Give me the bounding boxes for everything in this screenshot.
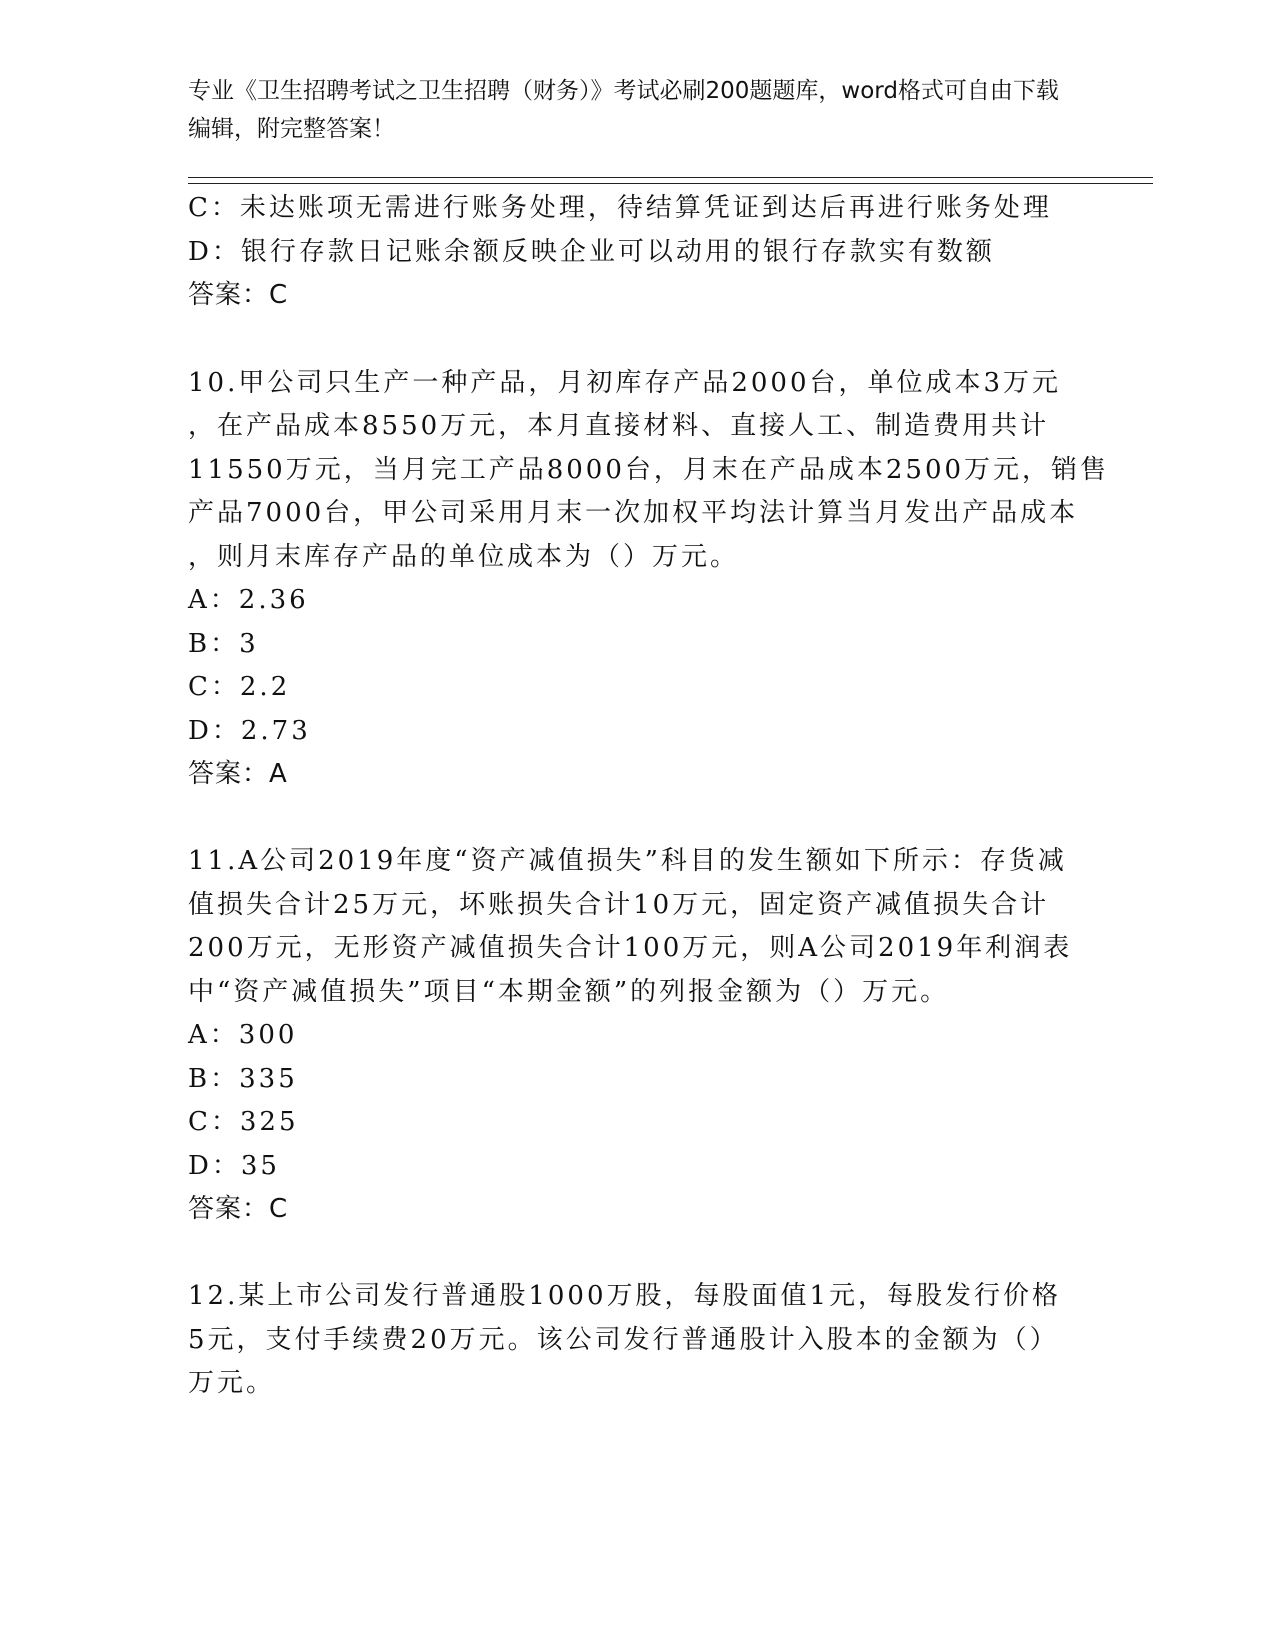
q11-option-b: B：335 — [188, 1064, 298, 1094]
q10-option-c: C：2.2 — [188, 672, 291, 702]
q11-option-d: D：35 — [188, 1151, 280, 1181]
q11-line-1: 11.A公司2019年度“资产减值损失”科目的发生额如下所示：存货减 — [188, 846, 1067, 876]
prev-answer: 答案：C — [188, 280, 289, 310]
prev-option-c: C：未达账项无需进行账务处理，待结算凭证到达后再进行账务处理 — [188, 193, 1052, 223]
header-divider-top — [188, 177, 1153, 178]
q10-line-3: 11550万元，当月完工产品8000台，月末在产品成本2500万元，销售 — [188, 455, 1110, 485]
q10-option-d: D：2.73 — [188, 716, 311, 746]
prev-option-d: D：银行存款日记账余额反映企业可以动用的银行存款实有数额 — [188, 237, 995, 267]
header-divider-bottom — [188, 183, 1153, 184]
q10-line-1: 10.甲公司只生产一种产品，月初库存产品2000台，单位成本3万元 — [188, 368, 1062, 398]
q11-answer: 答案：C — [188, 1194, 289, 1224]
q10-answer: 答案：A — [188, 759, 288, 789]
q10-line-4: 产品7000台，甲公司采用月末一次加权平均法计算当月发出产品成本 — [188, 498, 1079, 528]
q11-line-4: 中“资产减值损失”项目“本期金额”的列报金额为（）万元。 — [188, 977, 950, 1007]
q10-line-5: ，则月末库存产品的单位成本为（）万元。 — [188, 542, 740, 572]
q11-line-2: 值损失合计25万元，坏账损失合计10万元，固定资产减值损失合计 — [188, 890, 1050, 920]
q10-option-a: A：2.36 — [188, 585, 309, 615]
q11-option-c: C：325 — [188, 1107, 299, 1137]
q10-option-b: B：3 — [188, 629, 259, 659]
q12-line-3: 万元。 — [188, 1368, 276, 1398]
q11-line-3: 200万元，无形资产减值损失合计100万元，则A公司2019年利润表 — [188, 933, 1073, 963]
q10-line-2: ，在产品成本8550万元，本月直接材料、直接人工、制造费用共计 — [188, 411, 1050, 441]
q11-option-a: A：300 — [188, 1020, 298, 1050]
document-header: 专业《卫生招聘考试之卫生招聘（财务）》考试必刷200题题库，word格式可自由下载编辑，附完整答案！ — [188, 78, 1059, 142]
q12-line-2: 5元，支付手续费20万元。该公司发行普通股计入股本的金额为（） — [188, 1325, 1059, 1355]
q12-line-1: 12.某上市公司发行普通股1000万股，每股面值1元，每股发行价格 — [188, 1281, 1062, 1311]
